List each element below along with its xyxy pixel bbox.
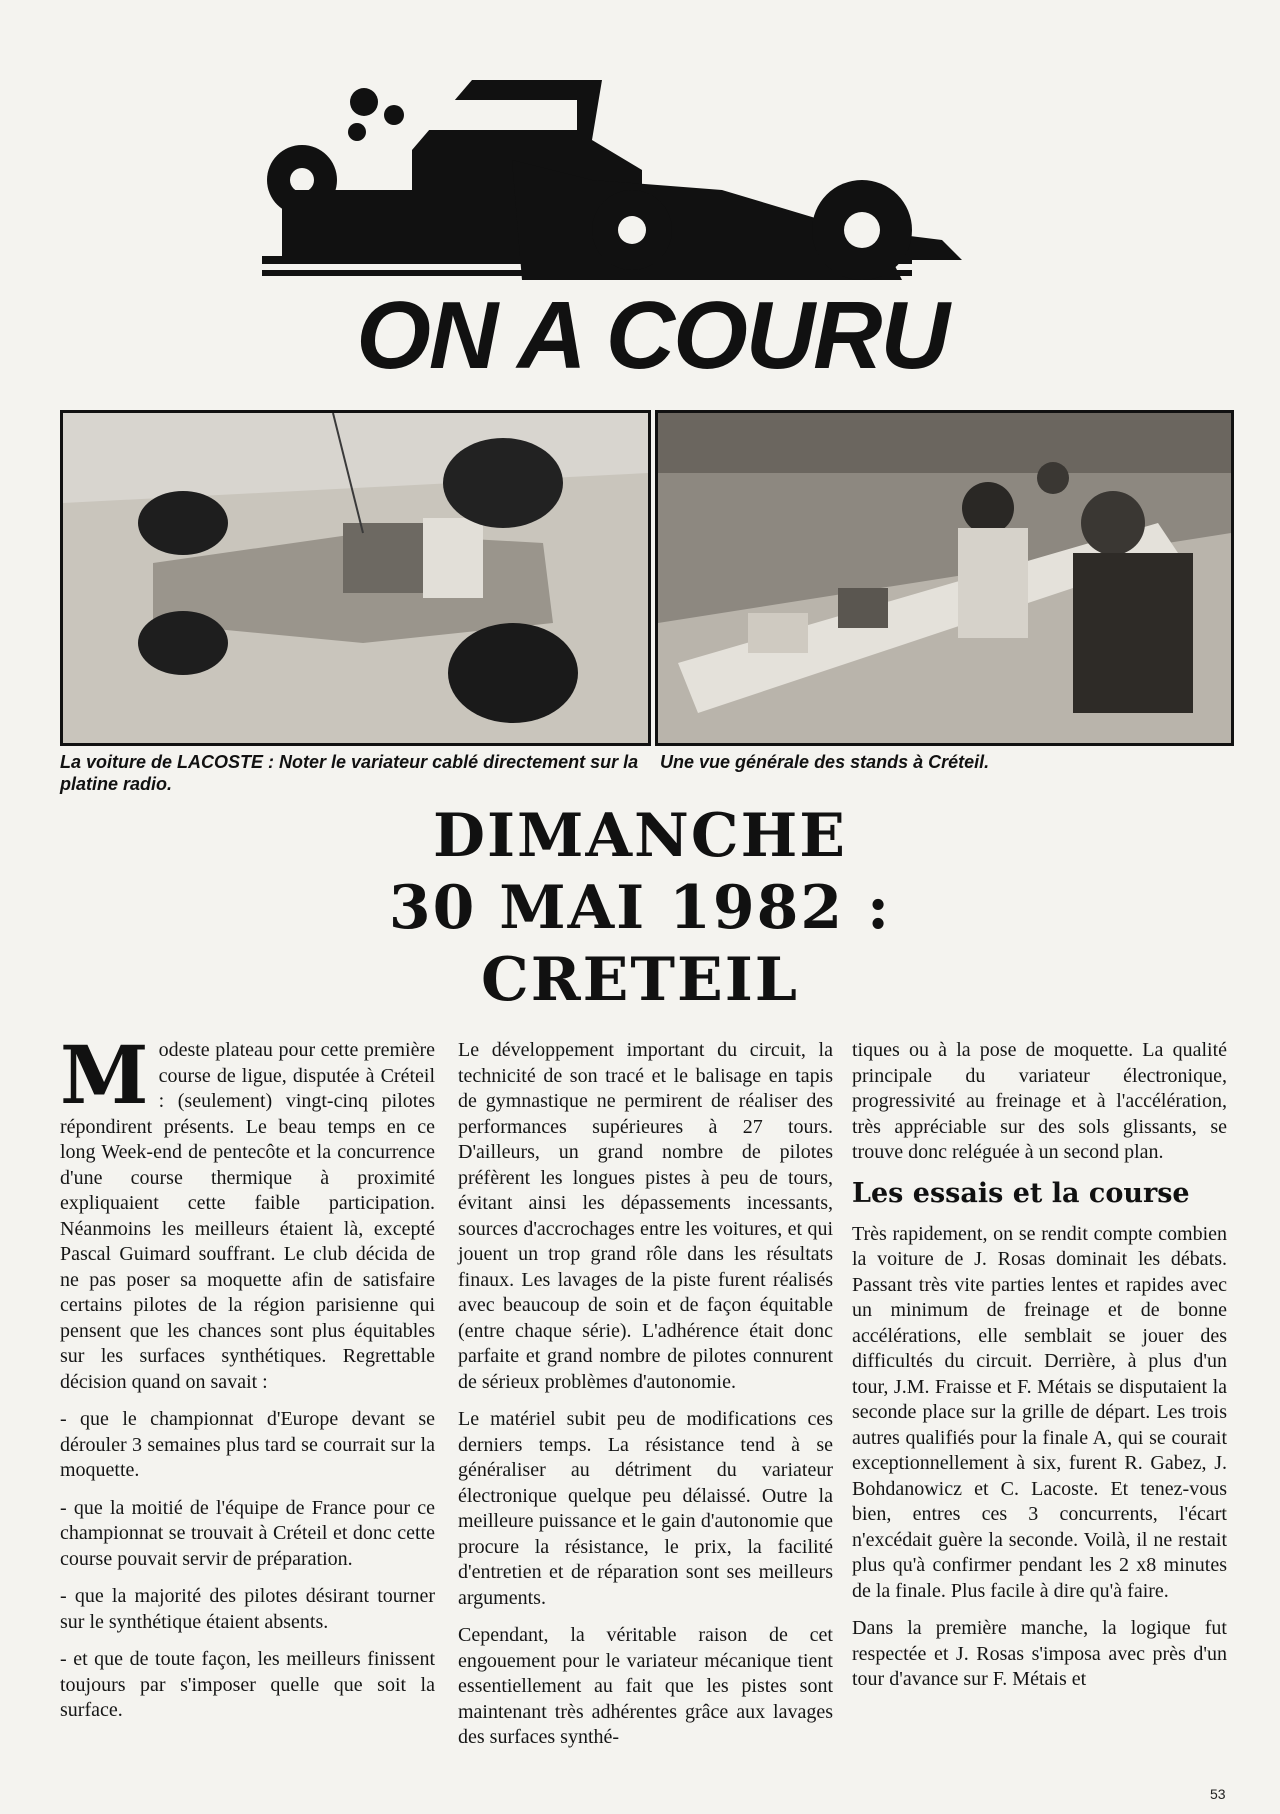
article-column-1 [60,1028,435,1736]
photo-caption-left: La voiture de LACOSTE : Noter le variateur cablé directement sur la platine radio. [60,752,639,794]
race-car-photo [60,410,651,746]
article-column-2 [458,1038,833,1763]
photo-caption-right: Une vue générale des stands à Créteil. [660,752,990,772]
article-paragraph: Le développement important du circuit, la technicité de son tracé et le balisage en tapis de gymnastique ne permirent de réaliser des performances supérieures à 27 tours. D'ailleurs, un grand nombre de pilotes préfèrent les longues pistes à peu de tours, évitant ainsi les dépassements incessants, sources d'accrochages entre les voitures, et qui jouent un trop grand rôle dans les résultats finaux. Les lavages de la piste furent réalisés avec beaucoup de soin et de façon équitable (entre chaque série). L'adhérence était donc parfaite et grand nombre de pilotes connurent de sérieux problèmes d'autonomie. [458,1039,833,1393]
headline-line-2: 30 MAI 1982 : [388,873,892,943]
headline-line-1: DIMANCHE [432,801,848,871]
banner-illustration [262,80,1042,400]
article-paragraph: - et que de toute façon, les meilleurs finissent toujours par s'imposer quelle que soit la surface. [60,1648,435,1721]
article-paragraph: Modeste plateau pour cette première course de ligue, disputée à Créteil : (seulement) vingt-cinq pilotes répondirent présents. Le beau temps en ce long Week-end de pentecôte et la concurrence d'une course thermique à proximité expliquaient cette faible participation. Néanmoins les meilleurs étaient là, excepté Pascal Guimard souffrant. Le club décida de ne pas poser sa moquette afin de satisfaire certains pilotes de la région parisienne qui pensent que les chances sont plus équitables sur les surfaces synthétiques. Regrettable décision quand on savait : [60,1028,435,1393]
article-paragraph: Dans la première manche, la logique fut respectée et J. Rosas s'imposa avec près d'un tour d'avance sur F. Métais et [852,1617,1227,1690]
article-headline [300,800,980,1016]
article-paragraph: tiques ou à la pose de moquette. La qualité principale du variateur électronique, progressivité au freinage et à l'accélération, très appréciable sur des sols glissants, se trouve donc reléguée à un second plan. [852,1039,1227,1163]
article-paragraph: - que la majorité des pilotes désirant tourner sur le synthétique étaient absents. [60,1585,435,1633]
article-paragraph: Très rapidement, on se rendit compte combien la voiture de J. Rosas dominait les débats. Passant très vite parties lentes et rapides avec un minimum de freinage et de bonne accélérations, elle semblait se jouer des difficultés du circuit. Derrière, à plus d'un tour, J.M. Fraisse et F. Métais se disputaient la seconde place sur la grille de départ. Les trois autres qualifiés pour la finale A, qui se courait exceptionnellement à six, furent R. Gabez, J. Bohdanowicz et C. Lacoste. Et tenez-vous bien, entres ces 3 concurrents, l'écart n'excédait guère la seconde. Voilà, il ne restait plus qu'à confirmer pendant les 2 x8 minutes de la finale. Plus facile à dire qu'à faire. [852,1222,1227,1602]
page-number: 53 [1210,1786,1226,1802]
section-subheading: Les essais et la course [852,1177,1190,1209]
article-paragraph: - que la moitié de l'équipe de France pour ce championnat se trouvait à Créteil et donc cette course pouvait servir de préparation. [60,1496,435,1570]
banner-title: ON A COURU [356,282,948,389]
drop-cap: M [60,1028,149,1122]
article-paragraph: - que le championnat d'Europe devant se dérouler 3 semaines plus tard se courrait sur la moquette. [60,1408,435,1481]
stands-photo [655,410,1234,746]
article-paragraph: Le matériel subit peu de modifications ces derniers temps. La résistance tend à se généraliser au détriment du variateur électronique quelque peu délaissé. Outre la meilleure puissance et le gain d'autonomie que procure la résistance, le prix, la facilité d'entretien et de réparation sont ses meilleurs arguments. [458,1408,833,1609]
race-car-illustration-icon [63,413,648,743]
headline-line-3: CRETEIL [481,945,799,1015]
article-paragraph: Cependant, la véritable raison de cet engouement pour le variateur mécanique tient essentiellement au fait que les pistes sont maintenant très adhérentes grâce aux lavages des surfaces synthé- [458,1624,833,1748]
stands-illustration-icon [658,413,1231,743]
article-column-3 [852,1038,1227,1705]
buggy-silhouette-icon [262,80,962,280]
